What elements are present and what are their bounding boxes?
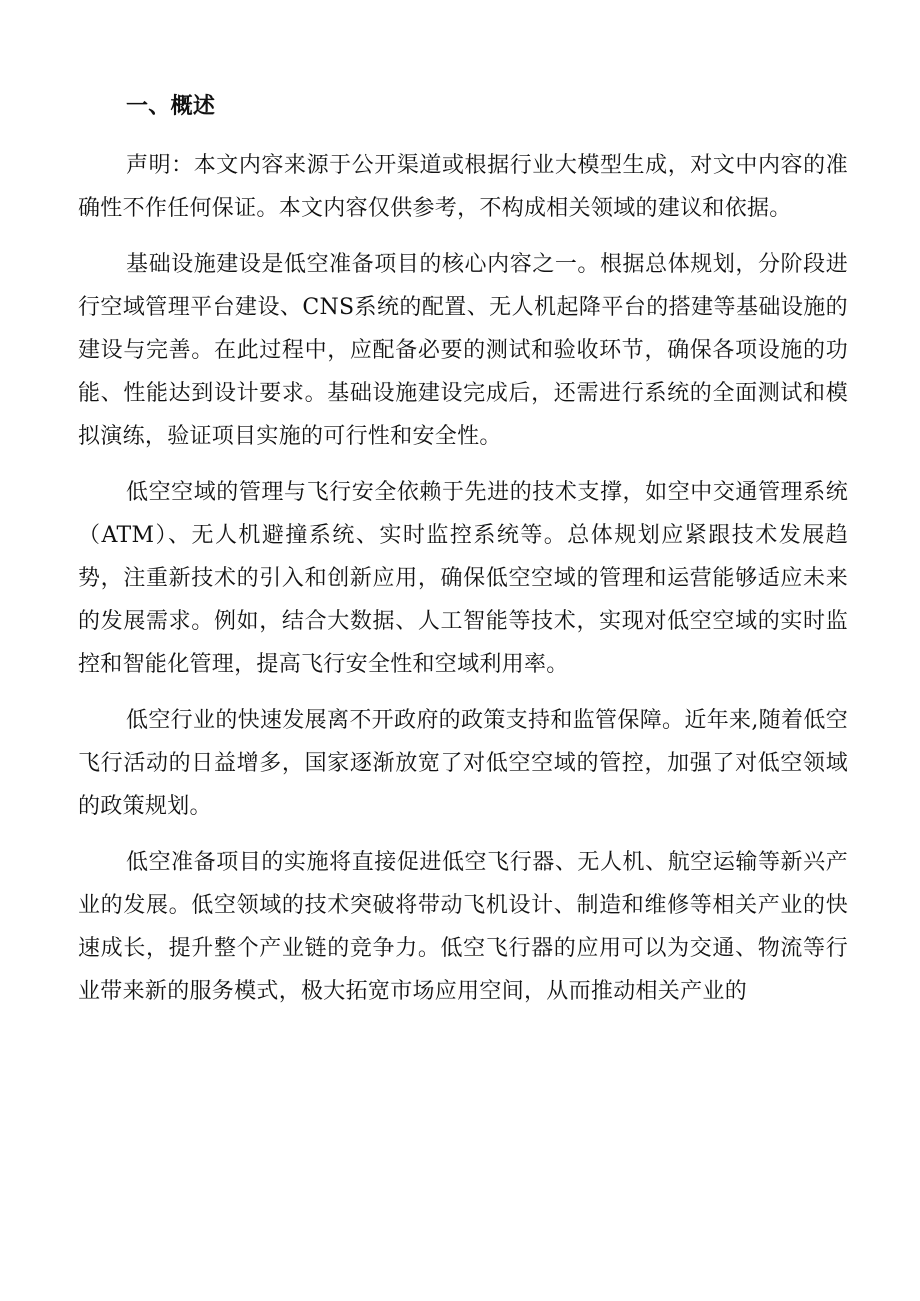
paragraph-policy: 低空行业的快速发展离不开政府的政策支持和监管保障。近年来,随着低空飞行活动的日益增多，国家逐渐放宽了对低空空域的管控，加强了对低空领域的政策规划。	[78, 708, 848, 819]
document-body	[78, 84, 848, 1026]
paragraph-infrastructure: 基础设施建设是低空准备项目的核心内容之一。根据总体规划，分阶段进行空域管理平台建设、CNS系统的配置、无人机起降平台的搭建等基础设施的建设与完善。在此过程中，应配备必要的测试和验收环节，确保各项设施的功能、性能达到设计要求。基础设施建设完成后，还需进行系统的全面测试和模拟演练，验证项目实施的可行性和安全性。	[78, 252, 848, 449]
paragraph-disclaimer: 声明：本文内容来源于公开渠道或根据行业大模型生成，对文中内容的准确性不作任何保证。本文内容仅供参考，不构成相关领域的建议和依据。	[78, 153, 848, 221]
section-heading: 一、概述	[126, 93, 216, 119]
paragraph-technology: 低空空域的管理与飞行安全依赖于先进的技术支撑，如空中交通管理系统（ATM）、无人机避撞系统、实时监控系统等。总体规划应紧跟技术发展趋势，注重新技术的引入和创新应用，确保低空空域的管理和运营能够适应未来的发展需求。例如，结合大数据、人工智能等技术，实现对低空空域的实时监控和智能化管理，提高飞行安全性和空域利用率。	[78, 480, 848, 677]
paragraph-industry: 低空准备项目的实施将直接促进低空飞行器、无人机、航空运输等新兴产业的发展。低空领域的技术突破将带动飞机设计、制造和维修等相关产业的快速成长，提升整个产业链的竞争力。低空飞行器的应用可以为交通、物流等行业带来新的服务模式，极大拓宽市场应用空间，从而推动相关产业的	[78, 850, 848, 1004]
